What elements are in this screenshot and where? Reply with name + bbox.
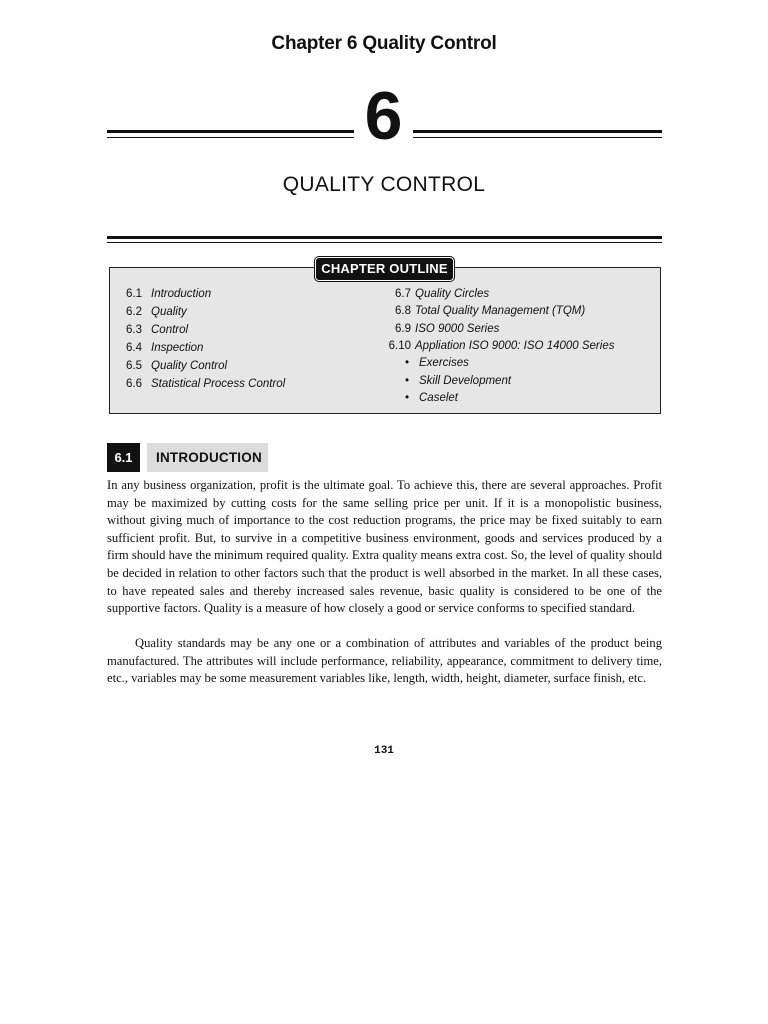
outline-item-number: 6.10 <box>388 340 411 352</box>
outline-bullet-item <box>405 374 511 388</box>
bullet-icon: • <box>405 375 410 387</box>
bullet-icon: • <box>405 392 410 404</box>
bullet-icon: • <box>405 357 410 369</box>
chapter-outline-badge: CHAPTER OUTLINE <box>315 257 454 281</box>
document-header: Chapter 6 Quality Control <box>271 33 497 54</box>
outline-item <box>387 287 489 301</box>
outline-item-number: 6.4 <box>126 342 142 354</box>
chapter-number: 6 <box>364 78 403 154</box>
chapter-rule-right <box>413 130 662 138</box>
outline-item <box>126 341 203 355</box>
outline-item-label: Appliation ISO 9000: ISO 14000 Series <box>415 340 615 352</box>
outline-item <box>387 304 585 318</box>
outline-item <box>126 305 187 319</box>
section-number: 6.1 <box>107 443 140 472</box>
outline-item-number: 6.8 <box>395 305 411 317</box>
outline-item <box>387 339 614 353</box>
outline-item <box>126 359 227 373</box>
page-number: 131 <box>374 745 394 757</box>
outline-bullet-item <box>405 391 458 405</box>
outline-item-label: Total Quality Management (TQM) <box>415 305 586 317</box>
outline-item-number: 6.2 <box>126 306 142 318</box>
outline-item-label: Control <box>151 324 189 336</box>
outline-item-number: 6.6 <box>126 378 142 390</box>
outline-item-label: Quality <box>151 306 187 318</box>
outline-item-number: 6.5 <box>126 360 142 372</box>
outline-item-label: Inspection <box>151 342 204 354</box>
outline-item <box>126 377 285 391</box>
outline-bullet-item <box>405 356 469 370</box>
outline-item <box>126 287 211 301</box>
outline-item-label: Introduction <box>151 288 212 300</box>
chapter-rule-left <box>107 130 354 138</box>
outline-item-label: ISO 9000 Series <box>415 323 500 335</box>
chapter-title: QUALITY CONTROL <box>282 173 486 196</box>
outline-item <box>387 322 499 336</box>
outline-item <box>126 323 188 337</box>
outline-item-label: Skill Development <box>419 375 512 387</box>
outline-item-label: Quality Control <box>151 360 228 372</box>
section-title: INTRODUCTION <box>147 443 268 472</box>
outline-item-number: 6.9 <box>395 323 411 335</box>
body-paragraph: In any business organization, profit is the ultimate goal. To achieve this, there are several approaches. Profit may be maximized by cutting costs for the same selling price per unit. If it is a monopolistic business, without giving much of importance to the cost reduction programs, the price may be fixed suitably to earn sufficient profit. But, to survive in a competitive business environment, goods and services produced by a firm should have the minimum required quality. Extra quality means extra cost. So, the level of quality should be decided in relation to other factors such that the product is well absorbed in the market. In all these cases, to have repeated sales and thereby increased sales revenue, basic quality is considered to be one of the supportive factors. Quality is a measure of how closely a good or service conforms to specified standard. <box>107 478 662 616</box>
outline-item-number: 6.7 <box>395 288 411 300</box>
outline-item-number: 6.1 <box>126 288 142 300</box>
outline-item-label: Exercises <box>419 357 469 369</box>
outline-item-number: 6.3 <box>126 324 142 336</box>
body-paragraph: Quality standards may be any one or a combination of attributes and variables of the product being manufactured. The attributes will include performance, reliability, appearance, commitment to delivery time, etc., variables may be some measurement variables like, length, width, height, diameter, surface finish, etc. <box>107 636 662 686</box>
outline-item-label: Statistical Process Control <box>151 378 286 390</box>
outline-item-label: Caselet <box>419 392 458 404</box>
title-rule <box>107 236 662 243</box>
outline-item-label: Quality Circles <box>415 288 490 300</box>
